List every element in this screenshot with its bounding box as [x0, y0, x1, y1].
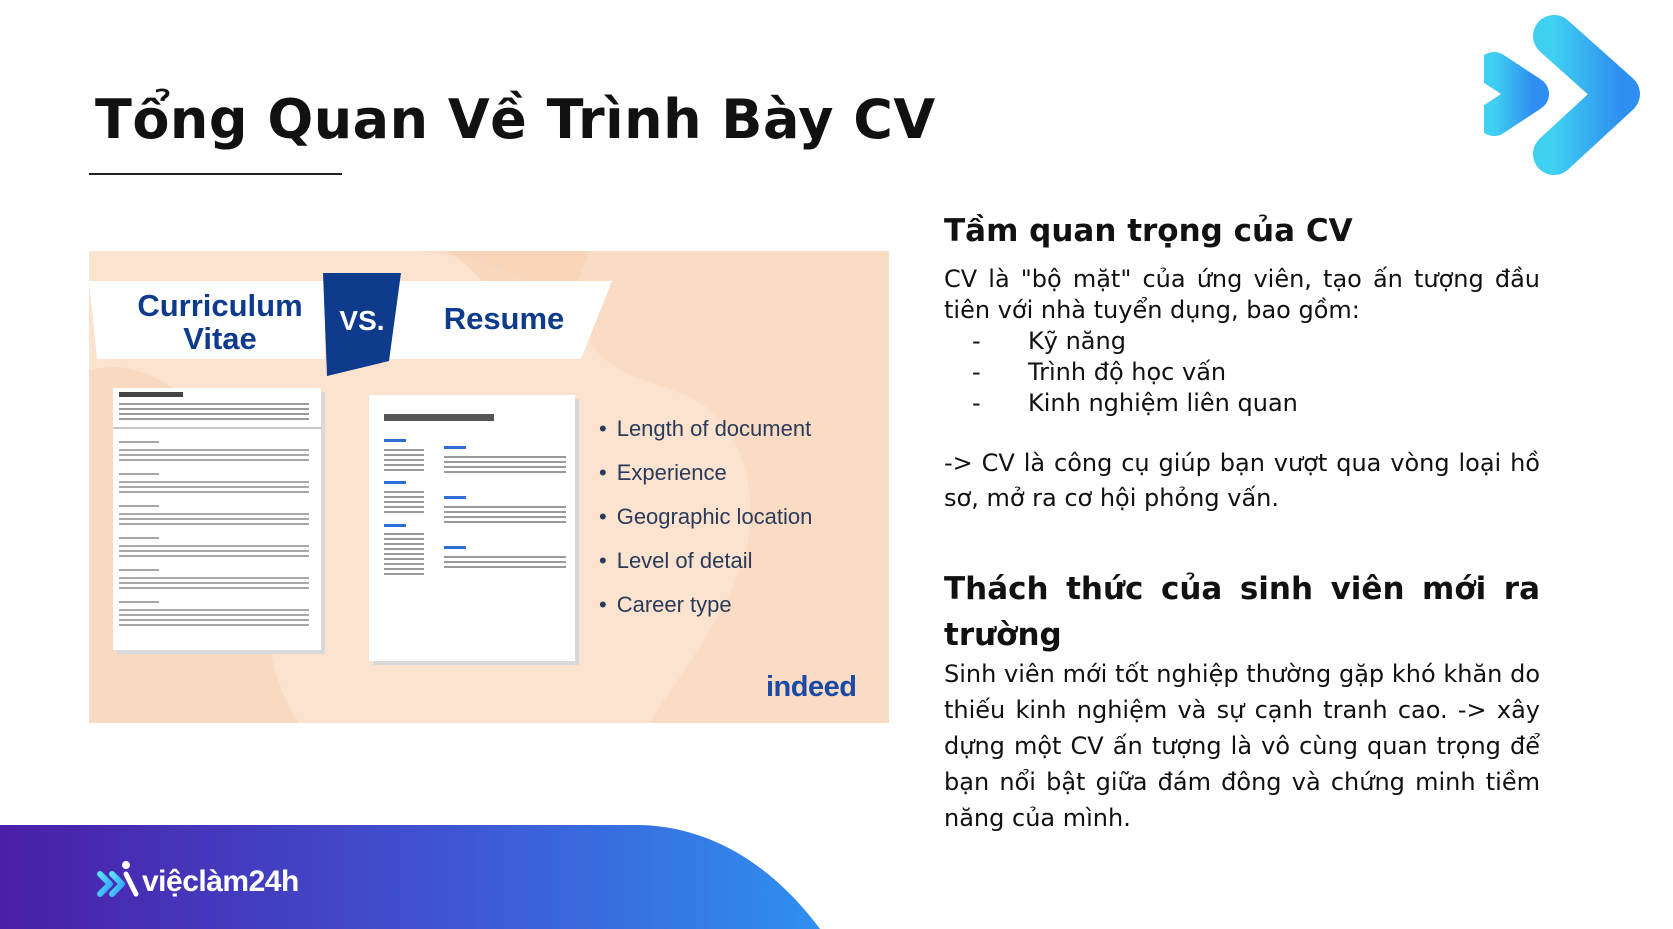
resume-label: Resume: [443, 301, 565, 336]
vieclam24h-logo: [96, 860, 299, 904]
indeed-logo: indeed: [766, 671, 857, 703]
logo-text: việclàm24h: [142, 865, 299, 898]
cv-vs-resume-illustration: [89, 251, 889, 723]
page-title: Tổng Quan Về Trình Bày CV: [95, 88, 936, 151]
title-underline: [89, 173, 342, 175]
dash-marker: -: [972, 358, 981, 386]
challenge-body: Sinh viên mới tốt nghiệp thường gặp khó khăn do thiếu kinh nghiệm và sự cạnh tranh cao. -> xây dựng một CV ấn tượng là vô cùng quan trọng để bạn nổi bật giữa đám đông và chứng minh tiềm năng của mình.: [944, 660, 1540, 832]
vieclam24h-logo-icon: [96, 860, 140, 904]
feature-item: • Geographic location: [599, 504, 812, 548]
list-item-text: Kinh nghiệm liên quan: [1028, 389, 1298, 417]
list-item: [972, 357, 1298, 388]
comparison-feature-list: [599, 416, 812, 636]
importance-list: [972, 326, 1298, 419]
importance-intro: CV là "bộ mặt" của ứng viên, tạo ấn tượng đầu tiên với nhà tuyển dụng, bao gồm:: [944, 265, 1540, 324]
importance-heading: Tầm quan trọng của CV: [944, 213, 1353, 249]
feature-item: • Level of detail: [599, 548, 812, 592]
feature-item: • Experience: [599, 460, 812, 504]
list-item-text: Kỹ năng: [1028, 327, 1126, 355]
feature-item: • Length of document: [599, 416, 812, 460]
list-item-text: Trình độ học vấn: [1028, 358, 1227, 386]
importance-conclusion: -> CV là công cụ giúp bạn vượt qua vòng loại hồ sơ, mở ra cơ hội phỏng vấn.: [944, 449, 1540, 512]
cv-label-line2: Vitae: [183, 321, 257, 356]
dash-marker: -: [972, 389, 981, 417]
list-item: [972, 326, 1298, 357]
cv-label-line1: Curriculum: [137, 288, 303, 323]
challenge-heading: Thách thức của sinh viên mới ra trường: [944, 571, 1540, 653]
vs-label: VS.: [339, 305, 385, 336]
feature-item: • Career type: [599, 592, 812, 636]
double-chevron-right-icon: [1484, 14, 1649, 176]
dash-marker: -: [972, 327, 981, 355]
list-item: [972, 388, 1298, 419]
cv-label: [127, 289, 313, 355]
